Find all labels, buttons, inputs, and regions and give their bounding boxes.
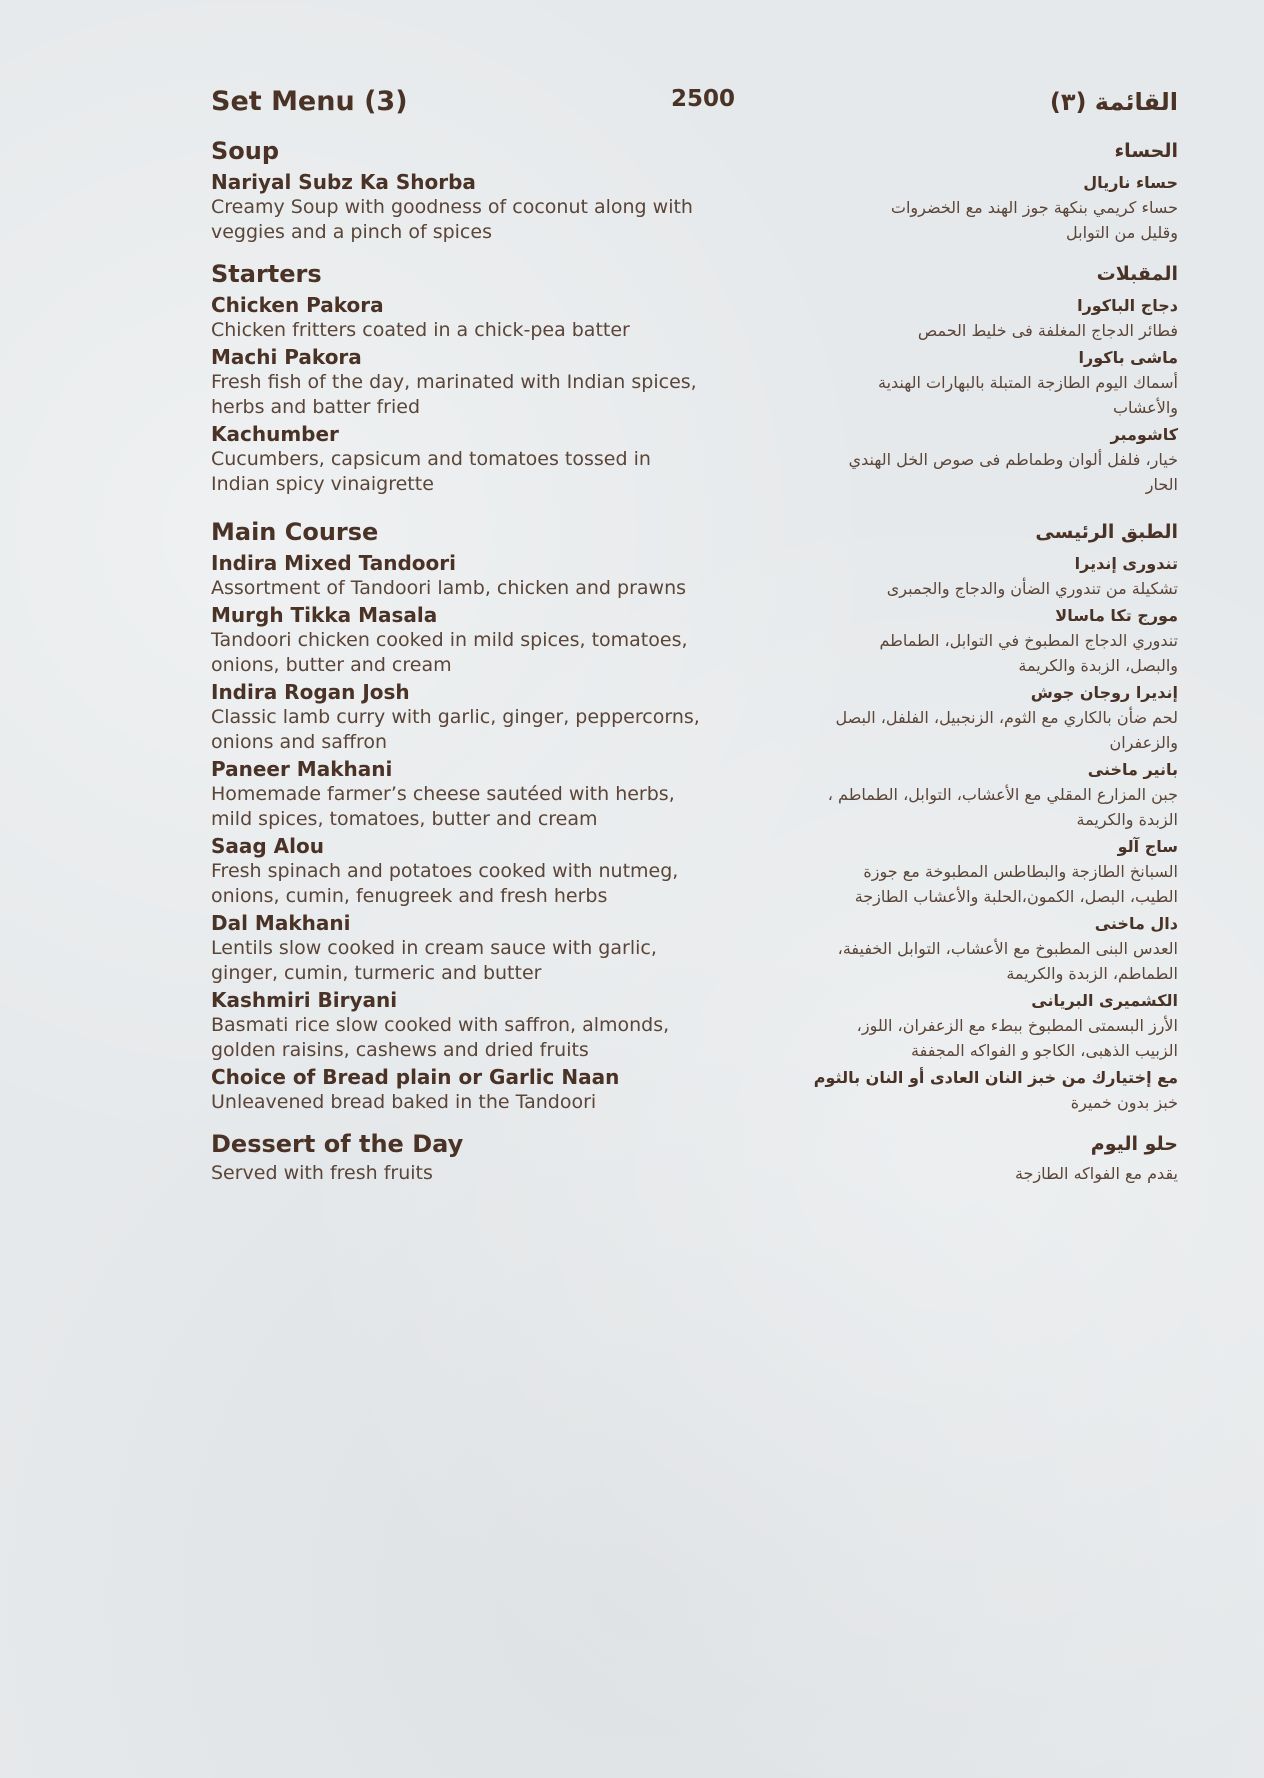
item-desc: الأرز البسمتى المطبوخ ببطء مع الزعفران، اللوز، xyxy=(856,1016,1178,1035)
item-desc: Unleavened bread baked in the Tandoori xyxy=(211,1091,597,1113)
item-desc: veggies and a pinch of spices xyxy=(211,221,492,243)
item-desc: العدس البنى المطبوخ مع الأعشاب، التوابل الخفيفة، xyxy=(837,939,1178,958)
item-name: Chicken Pakora xyxy=(211,293,384,317)
item-desc: السبانخ الطازجة والبطاطس المطبوخة مع جوزة xyxy=(863,862,1178,881)
menu-item xyxy=(211,551,731,601)
menu-item xyxy=(211,422,731,497)
section-heading-soup-ar: الحساء xyxy=(1114,140,1178,162)
item-name: تندورى إنديرا xyxy=(1074,554,1178,573)
item-name: Paneer Makhani xyxy=(211,757,393,781)
item-desc: Indian spicy vinaigrette xyxy=(211,473,434,495)
item-name: Kachumber xyxy=(211,422,339,446)
item-desc: الزبيب الذهبى، الكاجو و الفواكه المجففة xyxy=(911,1041,1178,1060)
item-desc: Homemade farmer’s cheese sautéed with herbs, xyxy=(211,783,675,805)
item-desc: خبز بدون خميرة xyxy=(1070,1093,1178,1112)
section-heading-main-course-ar: الطبق الرئيسى xyxy=(1035,521,1178,543)
item-desc: herbs and batter fried xyxy=(211,396,420,418)
menu-item xyxy=(211,170,731,245)
menu-item xyxy=(211,293,731,343)
item-name: إنديرا روجان جوش xyxy=(1030,683,1178,702)
item-name: دجاج الباكورا xyxy=(1077,296,1178,315)
item-desc: onions and saffron xyxy=(211,731,388,753)
section-heading-starters: Starters xyxy=(211,260,322,288)
menu-item xyxy=(700,293,1178,343)
item-name: مورج تكا ماسالا xyxy=(1055,606,1178,625)
item-name: كاشومبر xyxy=(1110,425,1178,444)
menu-item xyxy=(211,757,731,832)
section-heading-dessert-ar: حلو اليوم xyxy=(1090,1133,1178,1155)
item-desc: golden raisins, cashews and dried fruits xyxy=(211,1039,589,1061)
item-desc: تندوري الدجاج المطبوخ في التوابل، الطماطم xyxy=(879,631,1178,650)
item-name: مع إختيارك من خبز النان العادى أو النان بالثوم xyxy=(813,1068,1178,1087)
item-desc: Fresh spinach and potatoes cooked with nutmeg, xyxy=(211,860,679,882)
item-desc: جبن المزارع المقلي مع الأعشاب، التوابل، الطماطم ، xyxy=(827,785,1178,804)
item-desc: Served with fresh fruits xyxy=(211,1162,433,1184)
item-desc: حساء كريمي بنكهة جوز الهند مع الخضروات xyxy=(890,198,1178,217)
item-name: Indira Mixed Tandoori xyxy=(211,551,456,575)
item-desc: Tandoori chicken cooked in mild spices, tomatoes, xyxy=(211,629,688,651)
item-desc: Lentils slow cooked in cream sauce with garlic, xyxy=(211,937,657,959)
item-desc: والبصل، الزبدة والكريمة xyxy=(1018,656,1178,675)
item-name: ماشى باكورا xyxy=(1078,348,1178,367)
menu-item xyxy=(700,1065,1178,1115)
item-desc: Chicken fritters coated in a chick-pea batter xyxy=(211,319,630,341)
item-name: حساء ناريال xyxy=(1083,173,1178,192)
item-desc: والأعشاب xyxy=(1112,398,1178,417)
item-desc: onions, butter and cream xyxy=(211,654,452,676)
menu-item xyxy=(700,988,1178,1063)
menu-item xyxy=(700,345,1178,420)
item-desc: الطيب، البصل، الكمون،الحلبة والأعشاب الطازجة xyxy=(854,887,1178,906)
item-desc: الزبدة والكريمة xyxy=(1076,810,1178,829)
item-desc: أسماك اليوم الطازجة المتبلة بالبهارات الهندية xyxy=(878,373,1178,392)
menu-item xyxy=(700,603,1178,678)
section-heading-main-course: Main Course xyxy=(211,518,379,546)
item-desc: Cucumbers, capsicum and tomatoes tossed in xyxy=(211,448,651,470)
item-desc: الحار xyxy=(1145,475,1178,494)
english-column xyxy=(211,84,736,1186)
item-name: Kashmiri Biryani xyxy=(211,988,398,1012)
menu-header-ar xyxy=(700,84,1178,130)
item-desc: ginger, cumin, turmeric and butter xyxy=(211,962,542,984)
menu-item xyxy=(211,680,731,755)
menu-item xyxy=(700,422,1178,497)
menu-title-en: Set Menu (3) xyxy=(211,86,408,117)
menu-header-en xyxy=(211,84,736,130)
item-name: Choice of Bread plain or Garlic Naan xyxy=(211,1065,620,1089)
menu-item xyxy=(700,680,1178,755)
menu-item xyxy=(211,1065,731,1115)
section-heading-starters-ar: المقبلات xyxy=(1096,263,1178,285)
menu-item xyxy=(700,834,1178,909)
item-name: دال ماخنى xyxy=(1094,914,1178,933)
menu-title-ar: القائمة (٣) xyxy=(1049,88,1178,116)
item-desc: Creamy Soup with goodness of coconut along with xyxy=(211,196,693,218)
item-desc: فطائر الدجاج المغلفة فى خليط الحمص xyxy=(917,321,1178,340)
item-name: Murgh Tikka Masala xyxy=(211,603,438,627)
menu-item xyxy=(211,911,731,986)
menu-price: 2500 xyxy=(671,86,736,112)
item-name: Dal Makhani xyxy=(211,911,351,935)
item-desc: mild spices, tomatoes, butter and cream xyxy=(211,808,598,830)
item-desc: يقدم مع الفواكه الطازجة xyxy=(1014,1164,1178,1183)
item-name: الكشميرى البريانى xyxy=(1031,991,1178,1010)
item-name: Indira Rogan Josh xyxy=(211,680,410,704)
section-heading-dessert: Dessert of the Day xyxy=(211,1130,464,1158)
menu-item xyxy=(700,170,1178,245)
item-desc: خيار، فلفل ألوان وطماطم فى صوص الخل الهندي xyxy=(848,450,1178,469)
menu-item xyxy=(211,834,731,909)
item-name: Saag Alou xyxy=(211,834,324,858)
item-name: ساج آلو xyxy=(1117,837,1178,856)
item-desc: وقليل من التوابل xyxy=(1066,223,1178,242)
arabic-column xyxy=(700,84,1178,1186)
item-name: بانير ماخنى xyxy=(1087,760,1178,779)
item-name: Machi Pakora xyxy=(211,345,362,369)
item-desc: Fresh fish of the day, marinated with Indian spices, xyxy=(211,371,697,393)
menu-item xyxy=(211,603,731,678)
item-desc: تشكيلة من تندوري الضأن والدجاج والجمبرى xyxy=(886,579,1178,598)
menu-item xyxy=(700,911,1178,986)
section-heading-soup: Soup xyxy=(211,137,280,165)
item-desc: والزعفران xyxy=(1109,733,1178,752)
menu-item xyxy=(700,551,1178,601)
item-desc: Assortment of Tandoori lamb, chicken and prawns xyxy=(211,577,687,599)
item-desc: Basmati rice slow cooked with saffron, almonds, xyxy=(211,1014,670,1036)
menu-item xyxy=(211,345,731,420)
menu-item xyxy=(211,988,731,1063)
item-desc: onions, cumin, fenugreek and fresh herbs xyxy=(211,885,608,907)
item-desc: لحم ضأن بالكاري مع الثوم، الزنجبيل، الفلفل، البصل xyxy=(835,708,1178,727)
item-desc: الطماطم، الزبدة والكريمة xyxy=(1006,964,1178,983)
item-name: Nariyal Subz Ka Shorba xyxy=(211,170,476,194)
menu-item xyxy=(700,757,1178,832)
item-desc: Classic lamb curry with garlic, ginger, peppercorns, xyxy=(211,706,700,728)
